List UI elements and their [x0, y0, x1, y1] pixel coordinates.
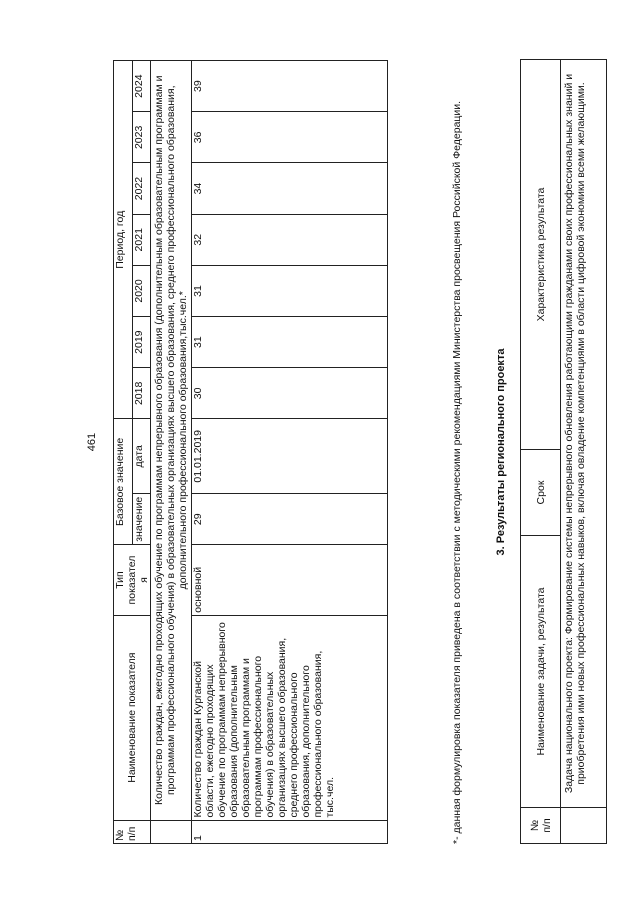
row-num: 1 [192, 820, 388, 843]
header-year: 2024 [132, 61, 151, 112]
table-row [561, 60, 607, 844]
header-year: 2020 [132, 265, 151, 316]
results-header-name: Наименование задачи, результата [521, 536, 561, 808]
header-year: 2019 [132, 317, 151, 368]
task-num-empty [561, 808, 607, 844]
section-num-empty [151, 820, 192, 843]
header-year: 2018 [132, 368, 151, 419]
table-row [192, 61, 388, 844]
row-year-value: 31 [192, 265, 388, 316]
header-base-value-date: дата [132, 419, 151, 494]
footnote: *- данная формулировка показателя приведена в соответствии с методическими рекомендациями Министерства просвещения Российской Федерации. [451, 100, 463, 844]
page-number: 461 [86, 432, 98, 452]
results-table [520, 59, 607, 844]
row-year-value: 39 [192, 61, 388, 112]
header-year: 2021 [132, 214, 151, 265]
header-period: Период, год [114, 61, 133, 419]
section-heading: 3. Результаты регионального проекта [495, 348, 507, 556]
header-num: № п/п [114, 820, 151, 843]
header-indicator-name: Наименование показателя [114, 615, 151, 820]
indicator-section-title: Количество граждан, ежегодно проходящих обучение по программам непрерывного образования (дополнительным образовательным программам и программам профессионального обучения) в образовательных организациях высшего образования, среднего профессионального образования, дополнительного профессионального образования,тыс.чел.* [151, 61, 192, 821]
header-year: 2023 [132, 112, 151, 163]
national-project-task: Задача национального проекта: Формирование системы непрерывного обновления работающими гражданами своих профессиональных знаний и приобретения ими новых профессиональных навыков, включая овладение компетенциями в области цифровой экономики всеми желающими. [561, 60, 607, 808]
results-header-term: Срок [521, 450, 561, 536]
row-year-value: 34 [192, 163, 388, 214]
row-year-value: 32 [192, 214, 388, 265]
rotated-page-content [113, 44, 640, 844]
header-base-value-value: значение [132, 494, 151, 545]
row-year-value: 30 [192, 368, 388, 419]
results-header-num: № п/п [521, 808, 561, 844]
header-base-value: Базовое значение [114, 419, 133, 545]
row-year-value: 31 [192, 317, 388, 368]
row-base-date: 01.01.2019 [192, 419, 388, 494]
row-indicator-type: основной [192, 545, 388, 615]
indicator-table [113, 60, 388, 844]
header-year: 2022 [132, 163, 151, 214]
results-header-characteristic: Характеристика результата [521, 60, 561, 450]
header-indicator-type: Тип показател я [114, 545, 151, 615]
row-indicator-name: Количество граждан Курганской области, ежегодно проходящих обучение по программам непрерывного образования (дополнительным образовательным программам и программам профессионального обучения) в образовательных организациях высшего образования, среднего профессионального образования, дополнительного профессионального образования, тыс.чел. [192, 615, 388, 820]
row-base-value: 29 [192, 494, 388, 545]
row-year-value: 36 [192, 112, 388, 163]
